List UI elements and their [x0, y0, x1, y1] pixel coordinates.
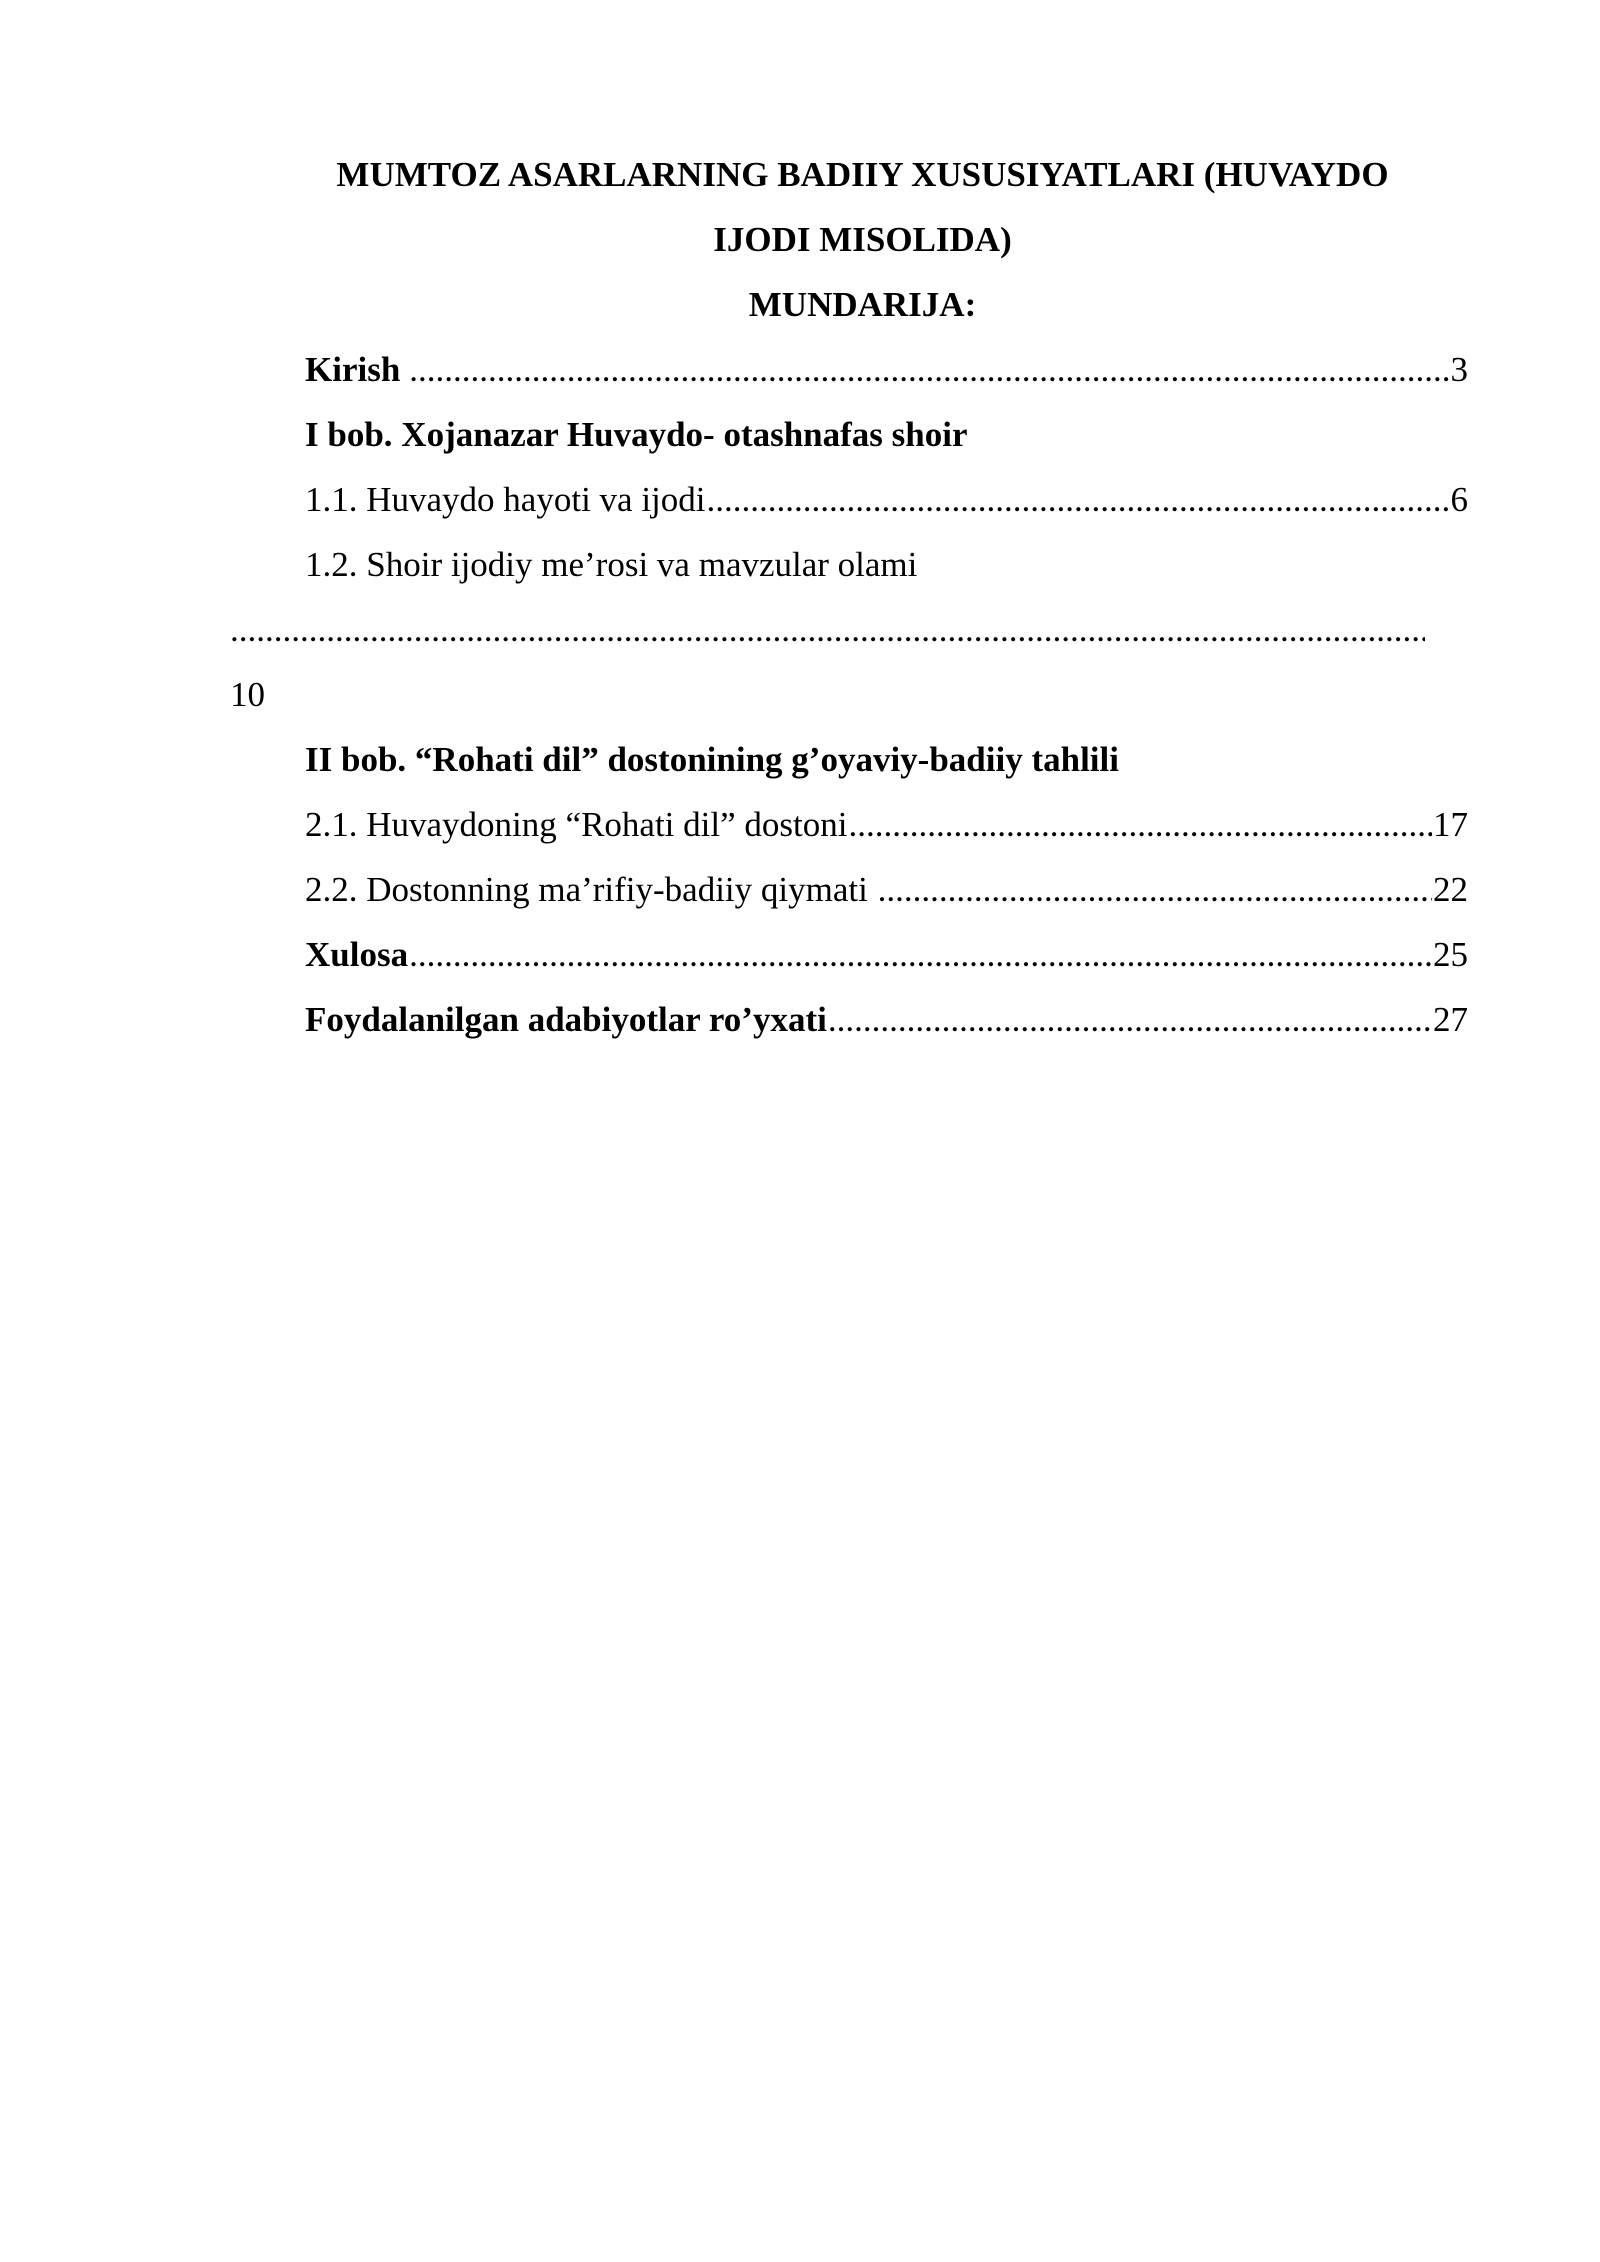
toc-entry-label: Foydalanilgan adabiyotlar ro’yxati — [305, 1000, 827, 1039]
toc-entry-label: Kirish — [305, 350, 401, 389]
toc-entry-1-1[interactable] — [305, 467, 1468, 532]
toc-chapter-1[interactable] — [305, 402, 1468, 467]
toc-entry-kirish[interactable] — [305, 337, 1468, 402]
dot-leader — [409, 337, 1449, 402]
toc-entry-page: 3 — [1450, 350, 1468, 389]
document-title-line2: IJODI MISOLIDA) — [713, 220, 1012, 259]
toc-entry-page: 6 — [1450, 480, 1468, 519]
dot-leader — [878, 857, 1432, 922]
toc-entry-label: 1.1. Huvaydo hayoti va ijodi — [305, 480, 706, 519]
toc-entry-2-2[interactable] — [305, 857, 1468, 922]
toc-entry-label: 2.1. Huvaydoning “Rohati dil” dostoni — [305, 805, 848, 844]
toc-entry-label: I bob. Xojanazar Huvaydo- otashnafas shoir — [305, 415, 968, 454]
toc-entry-page: 17 — [1433, 805, 1468, 844]
toc-entry-label: Xulosa — [305, 935, 409, 974]
toc-entry-1-2[interactable] — [305, 532, 1468, 597]
toc-chapter-2[interactable] — [305, 727, 1468, 792]
toc-entry-page: 10 — [230, 675, 265, 714]
toc-entry-page: 27 — [1433, 1000, 1468, 1039]
toc-entry-page: 22 — [1433, 870, 1468, 909]
dot-leader — [409, 922, 1432, 987]
toc-entry-adabiyotlar[interactable] — [305, 987, 1468, 1052]
dot-leader — [707, 467, 1450, 532]
dot-leader — [828, 987, 1432, 1052]
toc-entry-2-1[interactable] — [305, 792, 1468, 857]
dot-leader — [230, 597, 1425, 662]
toc-entry-xulosa[interactable] — [305, 922, 1468, 987]
toc-entry-label: 2.2. Dostonning ma’rifiy-badiiy qiymati — [305, 870, 877, 909]
toc-entry-page: 25 — [1433, 935, 1468, 974]
toc-entry-label: II bob. “Rohati dil” dostonining g’oyaviy-badiiy tahlili — [305, 740, 1119, 779]
dot-leader — [848, 792, 1432, 857]
toc-entry-label: 1.2. Shoir ijodiy me’rosi va mavzular olami — [305, 545, 918, 584]
contents-heading: MUNDARIJA: — [748, 285, 977, 324]
document-title-line1: MUMTOZ ASARLARNING BADIIY XUSUSIYATLARI (HUVAYDO — [336, 155, 1389, 194]
